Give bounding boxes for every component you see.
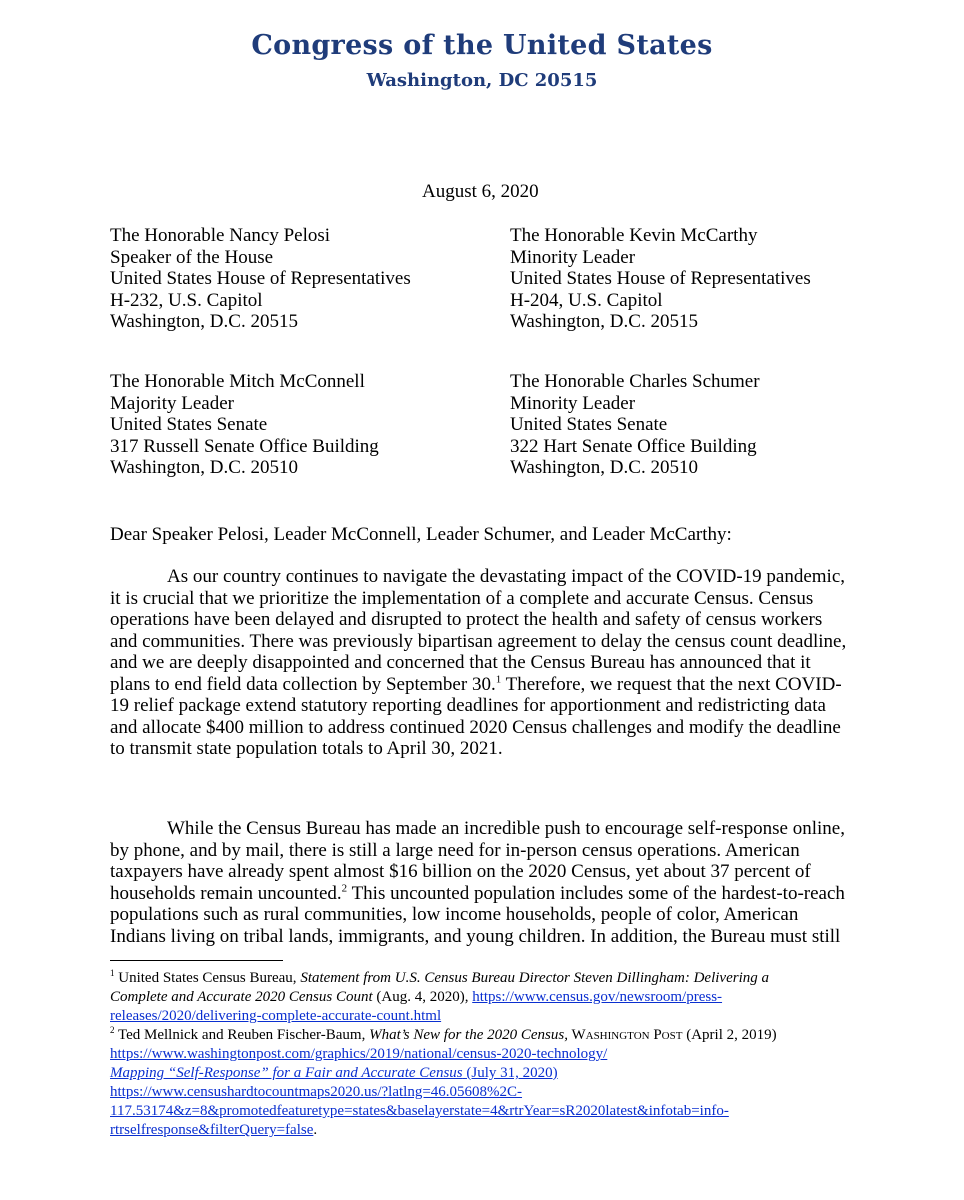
- letter-date: August 6, 2020: [422, 181, 539, 202]
- footnote-link[interactable]: https://www.washingtonpost.com/graphics/2019/national/census-2020-technology/: [110, 1046, 608, 1062]
- paragraph-line: Indians living on tribal lands, immigrants, and young children. In addition, the Bureau must still: [110, 925, 841, 947]
- footnote-divider: [110, 960, 283, 961]
- recipient-block-mccarthy: [510, 225, 811, 333]
- footnote-1-cont: [110, 1007, 870, 1026]
- recipient-office: 317 Russell Senate Office Building: [110, 435, 379, 457]
- footnote-link[interactable]: 117.53174&z=8&promotedfeaturetype=states&baselayerstate=4&rtrYear=sR2020latest&infotab=info-: [110, 1103, 729, 1119]
- footnote-date: (April 2, 2019): [682, 1027, 777, 1043]
- footnote-source: United States Census Bureau,: [114, 970, 301, 986]
- recipient-city: Washington, D.C. 20515: [110, 311, 298, 332]
- footnote-publication: Washington Post: [567, 1027, 683, 1043]
- paragraph-line: While the Census Bureau has made an incredible push to encourage self-response online,: [167, 818, 845, 839]
- paragraph-line: by phone, and by mail, there is still a large need for in-person census operations. American: [110, 839, 800, 861]
- paragraph-line: As our country continues to navigate the devastating impact of the COVID-19 pandemic,: [167, 566, 846, 587]
- footnote-1-cont: [110, 988, 870, 1007]
- letterhead-address: Washington, DC 20515: [366, 70, 598, 91]
- footnote-1: [110, 969, 870, 988]
- recipient-title: Minority Leader: [510, 246, 636, 268]
- footnote-2-cont: [110, 1121, 870, 1140]
- paragraph-line: 19 relief package extend statutory reporting deadlines for apportionment and redistricting data: [110, 695, 826, 716]
- recipient-office: H-204, U.S. Capitol: [510, 289, 663, 311]
- footnote-authors: Ted Mellnick and Reuben Fischer-Baum,: [114, 1027, 370, 1043]
- footnotes: [110, 969, 870, 1140]
- recipient-name: The Honorable Charles Schumer: [510, 371, 760, 392]
- footnote-title: Statement from U.S. Census Bureau Director Steven Dillingham: Delivering a: [300, 970, 769, 986]
- footnote-2-cont: [110, 1045, 870, 1064]
- footnote-link[interactable]: releases/2020/delivering-complete-accurate-count.html: [110, 1008, 442, 1024]
- footnote-link[interactable]: https://www.censushardtocountmaps2020.us/?latlng=46.05608%2C-: [110, 1084, 523, 1100]
- paragraph-line: populations such as rural communities, low income households, people of color, American: [110, 904, 799, 925]
- recipient-body: United States Senate: [110, 414, 268, 435]
- recipient-body: United States House of Representatives: [510, 268, 811, 289]
- paragraph-line: and communities. There was previously bipartisan agreement to delay the census count deadline,: [110, 630, 847, 652]
- paragraph-text: households remain uncounted.: [110, 882, 342, 904]
- paragraph-line: operations have been delayed and disrupted to protect the health and safety of census workers: [110, 609, 823, 630]
- paragraph-line: it is crucial that we prioritize the implementation of a complete and accurate Census. Census: [110, 587, 814, 609]
- recipient-title: Minority Leader: [510, 392, 636, 414]
- footnote-link-title[interactable]: Mapping “Self-Response” for a Fair and Accurate Census: [110, 1065, 463, 1081]
- recipient-name: The Honorable Kevin McCarthy: [510, 225, 758, 246]
- recipient-name: The Honorable Nancy Pelosi: [110, 225, 331, 246]
- footnote-title: What’s New for the 2020 Census,: [369, 1027, 568, 1043]
- footnote-ref-2[interactable]: 2: [341, 882, 348, 895]
- recipient-block-schumer: [510, 371, 760, 479]
- recipient-office: 322 Hart Senate Office Building: [510, 435, 757, 457]
- letterhead-title: Congress of the United States: [251, 30, 713, 61]
- recipient-block-pelosi: [110, 225, 411, 333]
- recipient-city: Washington, D.C. 20510: [510, 457, 698, 478]
- paragraph-line: [110, 674, 845, 696]
- footnote-number: 2: [110, 1025, 115, 1035]
- recipient-city: Washington, D.C. 20510: [110, 457, 298, 478]
- recipient-block-mcconnell: [110, 371, 379, 479]
- footnote-2-cont: [110, 1102, 870, 1121]
- paragraph-2: [110, 818, 845, 947]
- footnote-2-cont: [110, 1083, 870, 1102]
- paragraph-1: [110, 566, 845, 760]
- footnote-2: [110, 1026, 870, 1045]
- recipient-body: United States Senate: [510, 414, 668, 435]
- footnote-link[interactable]: rtrselfresponse&filterQuery=false: [110, 1122, 314, 1138]
- recipient-name: The Honorable Mitch McConnell: [110, 371, 365, 392]
- paragraph-text: plans to end field data collection by September 30.: [110, 673, 496, 695]
- footnote-link-date[interactable]: (July 31, 2020): [462, 1065, 558, 1081]
- footnote-number: 1: [110, 968, 115, 978]
- salutation: Dear Speaker Pelosi, Leader McConnell, Leader Schumer, and Leader McCarthy:: [110, 524, 732, 545]
- paragraph-text: This uncounted population includes some of the hardest-to-reach: [347, 882, 845, 904]
- paragraph-line: and allocate $400 million to address continued 2020 Census challenges and modify the deadline: [110, 716, 841, 738]
- footnote-title: Complete and Accurate 2020 Census Count: [110, 989, 373, 1005]
- paragraph-line: taxpayers have already spent almost $16 billion on the 2020 Census, yet about 37 percent of: [110, 861, 811, 882]
- footnote-link[interactable]: https://www.census.gov/newsroom/press-: [472, 989, 723, 1005]
- paragraph-line: to transmit state population totals to April 30, 2021.: [110, 738, 503, 759]
- paragraph-line: and we are deeply disappointed and concerned that the Census Bureau has announced that it: [110, 652, 811, 673]
- paragraph-line: [110, 883, 845, 905]
- paragraph-text: Therefore, we request that the next COVID-: [501, 673, 842, 695]
- recipient-body: United States House of Representatives: [110, 268, 411, 289]
- footnote-date: (Aug. 4, 2020),: [372, 989, 473, 1005]
- recipient-title: Majority Leader: [110, 392, 234, 414]
- footnote-ref-1[interactable]: 1: [495, 673, 502, 686]
- recipient-city: Washington, D.C. 20515: [510, 311, 698, 332]
- footnote-2-cont: [110, 1064, 870, 1083]
- recipient-office: H-232, U.S. Capitol: [110, 289, 263, 311]
- footnote-period: .: [313, 1122, 318, 1138]
- recipient-title: Speaker of the House: [110, 246, 274, 268]
